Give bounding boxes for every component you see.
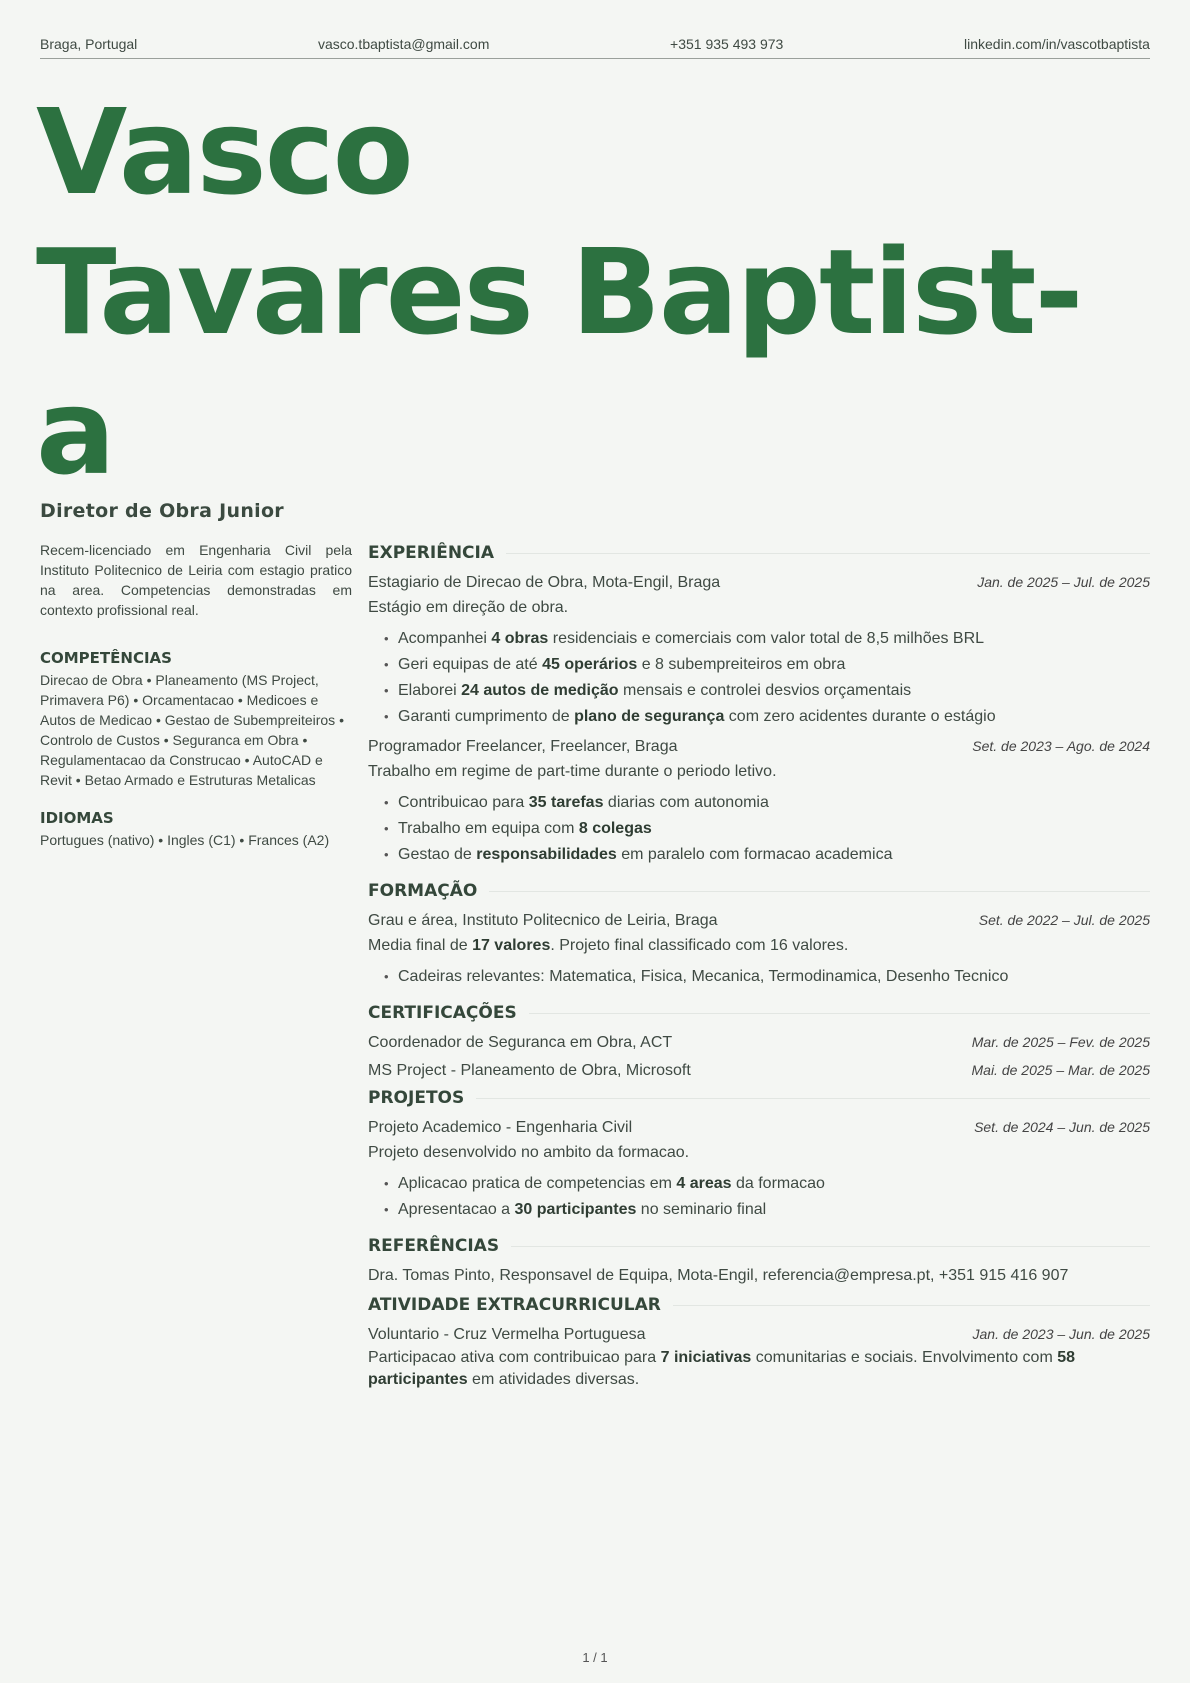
languages-list: Portugues (nativo) • Ingles (C1) • Frances (A2) (40, 832, 330, 848)
projects-section (368, 1085, 1150, 1223)
bullet-list (368, 1171, 1150, 1223)
entry-date: Mai. de 2025 – Mar. de 2025 (971, 1062, 1150, 1078)
experience-entry (368, 734, 1150, 868)
experience-section (368, 540, 1150, 868)
section-header (368, 1000, 1150, 1026)
bullet-item: • Acompanhei 4 obras residenciais e comerciais com valor total de 8,5 milhões BRL (398, 626, 1150, 652)
section-header (368, 878, 1150, 904)
entry-date: Mar. de 2025 – Fev. de 2025 (971, 1034, 1150, 1050)
divider (489, 891, 1150, 892)
entry-description: Projeto desenvolvido no ambito da formacao. (368, 1144, 690, 1161)
divider (529, 1013, 1150, 1014)
extracurricular-section (368, 1292, 1150, 1391)
entry-title: Voluntario - Cruz Vermelha Portuguesa (368, 1326, 646, 1343)
skills-section (40, 648, 352, 790)
entry-date: Jan. de 2025 – Jul. de 2025 (977, 574, 1150, 590)
bullet-item: • Gestao de responsabilidades em paralelo com formacao academica (398, 842, 1150, 868)
projects-heading: PROJETOS (368, 1087, 465, 1108)
certifications-section (368, 1000, 1150, 1083)
references-heading: REFERÊNCIAS (368, 1235, 500, 1256)
main-content (368, 540, 1150, 1391)
entry-title: Programador Freelancer, Freelancer, Braga (368, 738, 678, 755)
bullet-item: • Trabalho em equipa com 8 colegas (398, 816, 1150, 842)
candidate-name (36, 82, 1166, 502)
bullet-item: • Apresentacao a 30 participantes no seminario final (398, 1197, 1150, 1223)
entry-description: Trabalho em regime de part-time durante o periodo letivo. (368, 763, 777, 780)
bullet-item: • Elaborei 24 autos de medição mensais e controlei desvios orçamentais (398, 678, 1150, 704)
skills-heading: COMPETÊNCIAS (40, 649, 172, 667)
bullet-item: • Cadeiras relevantes: Matematica, Fisica, Mecanica, Termodinamica, Desenho Tecnico (398, 964, 1150, 990)
contact-linkedin[interactable]: linkedin.com/in/vascotbaptista (963, 36, 1150, 52)
entry-date: Set. de 2023 – Ago. de 2024 (972, 738, 1150, 754)
languages-heading: IDIOMAS (40, 809, 114, 827)
entry-title: Coordenador de Seguranca em Obra, ACT (368, 1034, 673, 1051)
entry-title: Projeto Academico - Engenharia Civil (368, 1119, 633, 1136)
contact-email[interactable]: vasco.tbaptista@gmail.com (317, 36, 490, 52)
entry-date: Set. de 2024 – Jun. de 2025 (974, 1119, 1150, 1135)
job-title: Diretor de Obra Junior (40, 500, 284, 522)
skills-list: Direcao de Obra • Planeamento (MS Project, Primavera P6) • Orcamentacao • Medicoes e Autos de Medicao • Gestao de Subempreiteiros • Controlo de Custos • Seguranca em Obra • Regulamentacao da Construcao • AutoCAD e Revit • Betao Armado e Estruturas Metalicas (40, 672, 344, 788)
experience-heading: EXPERIÊNCIA (368, 542, 495, 563)
entry-title: Estagiario de Direcao de Obra, Mota-Engil, Braga (368, 574, 721, 591)
extracurricular-heading: ATIVIDADE EXTRACURRICULAR (368, 1294, 661, 1315)
contact-phone[interactable]: +351 935 493 973 (670, 36, 784, 52)
references-section (368, 1233, 1150, 1288)
sidebar (40, 540, 352, 868)
experience-entry (368, 570, 1150, 730)
entry-description: Participacao ativa com contribuicao para 7 iniciativas comunitarias e sociais. Envolvimento com 58 participantes em atividades diversas. (368, 1349, 1076, 1388)
bullet-list (368, 790, 1150, 868)
section-header (368, 1085, 1150, 1111)
name-line-1: Vasco (36, 83, 412, 221)
entry-title: Grau e área, Instituto Politecnico de Leiria, Braga (368, 912, 718, 929)
languages-section (40, 808, 352, 850)
summary: Recem-licenciado em Engenharia Civil pela Instituto Politecnico de Leiria com estagio pratico na area. Competencias demonstradas em contexto profissional real. (40, 542, 352, 618)
divider (506, 553, 1150, 554)
entry-title: MS Project - Planeamento de Obra, Microsoft (368, 1062, 691, 1079)
certifications-heading: CERTIFICAÇÕES (368, 1002, 517, 1023)
bullet-item: • Geri equipas de até 45 operários e 8 subempreiteiros em obra (398, 652, 1150, 678)
contact-location: Braga, Portugal (40, 36, 138, 52)
entry-date: Set. de 2022 – Jul. de 2025 (978, 912, 1150, 928)
section-header (368, 1233, 1150, 1259)
entry-description: Media final de 17 valores. Projeto final classificado com 16 valores. (368, 937, 849, 954)
section-header (368, 540, 1150, 566)
education-section (368, 878, 1150, 990)
bullet-item: • Aplicacao pratica de competencias em 4 areas da formacao (398, 1171, 1150, 1197)
bullet-item: • Garanti cumprimento de plano de segurança com zero acidentes durante o estágio (398, 704, 1150, 730)
reference-entry: Dra. Tomas Pinto, Responsavel de Equipa, Mota-Engil, referencia@empresa.pt, +351 915 416 907 (368, 1267, 1069, 1284)
name-line-3: a (36, 363, 114, 501)
divider (476, 1098, 1150, 1099)
divider (511, 1246, 1150, 1247)
contact-bar (40, 32, 1150, 59)
name-line-2: Tavares Baptist- (36, 223, 1082, 361)
section-header (368, 1292, 1150, 1318)
bullet-list (368, 964, 1150, 990)
resume-page (36, 0, 1150, 1683)
page-number: 1 / 1 (582, 1650, 608, 1665)
education-heading: FORMAÇÃO (368, 880, 478, 901)
bullet-item: • Contribuicao para 35 tarefas diarias com autonomia (398, 790, 1150, 816)
bullet-list (368, 626, 1150, 730)
entry-date: Jan. de 2023 – Jun. de 2025 (972, 1326, 1150, 1342)
entry-description: Estágio em direção de obra. (368, 599, 569, 616)
divider (673, 1305, 1150, 1306)
